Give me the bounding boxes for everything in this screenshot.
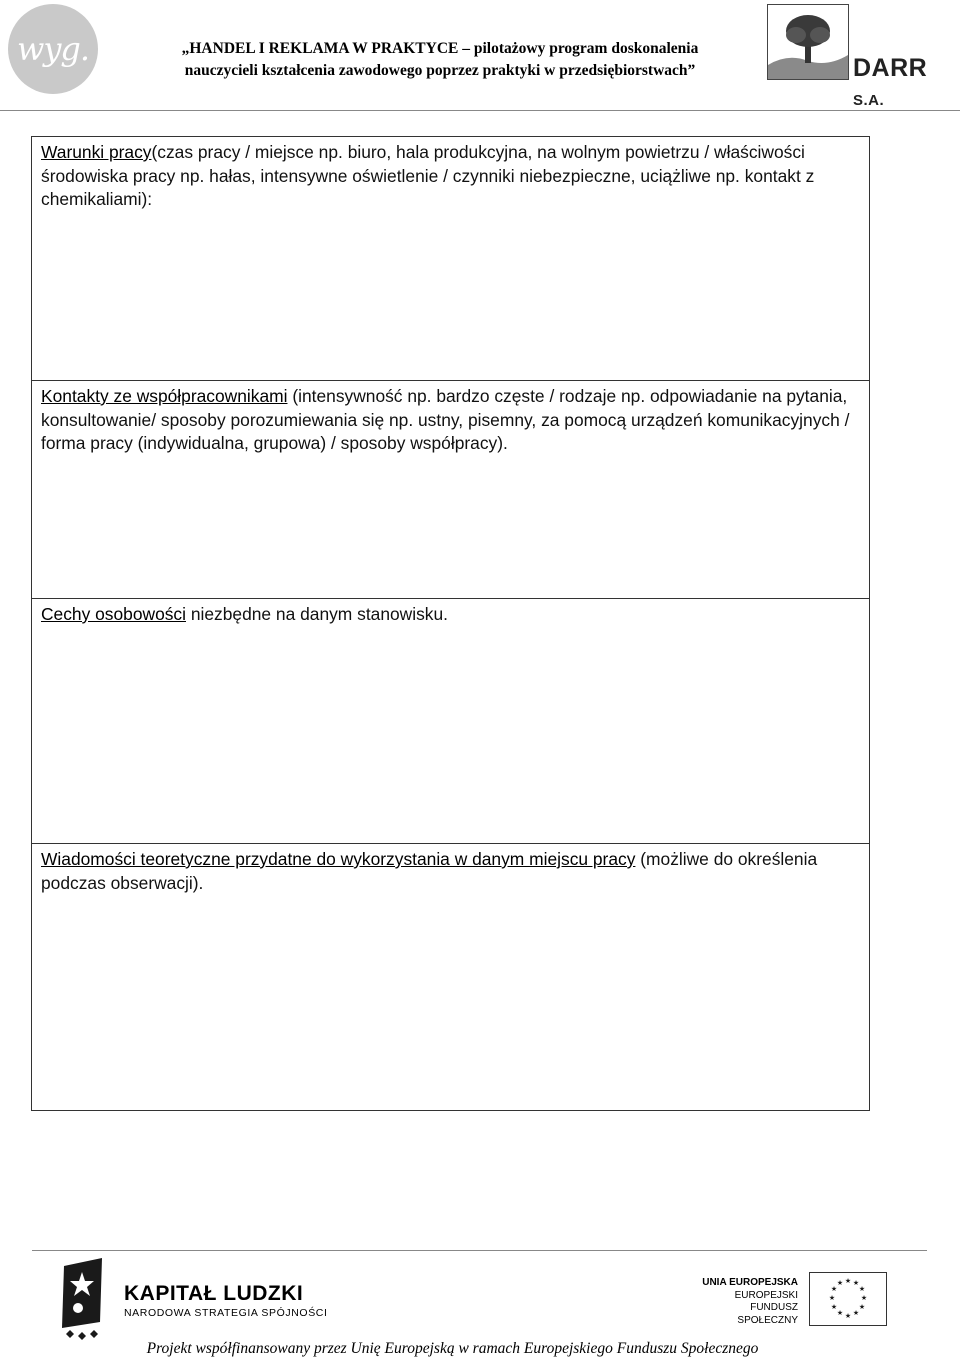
svg-text:★: ★	[828, 1294, 836, 1302]
darr-tree-logo	[767, 4, 849, 80]
svg-text:★: ★	[844, 1277, 852, 1285]
svg-text:★: ★	[858, 1285, 866, 1293]
darr-logo-suffix: S.A.	[853, 92, 885, 109]
section-label: Cechy osobowości	[41, 604, 186, 624]
section-label: Kontakty ze współpracownikami	[41, 386, 288, 406]
kapital-ludzki-subtitle: NARODOWA STRATEGIA SPÓJNOŚCI	[124, 1307, 328, 1319]
section-description: (czas pracy / miejsce np. biuro, hala produkcyjna, na wolnym powietrzu / właściwości środowiska pracy np. hałas, intensywne oświetlenie / czynniki niebezpieczne, uciążliwe np. kontakt z chemikaliami):	[41, 142, 815, 209]
svg-text:★: ★	[836, 1279, 844, 1287]
observation-form	[31, 136, 870, 1111]
footer-divider	[32, 1250, 927, 1251]
page-header	[0, 0, 960, 112]
header-title	[120, 38, 760, 82]
darr-logo-text	[853, 54, 960, 112]
footer-cofinancing-note: Projekt współfinansowany przez Unię Europejską w ramach Europejskiego Funduszu Społecznego	[146, 1340, 759, 1357]
svg-text:★: ★	[858, 1303, 866, 1311]
eu-fund-label	[690, 1277, 798, 1327]
section-description: (intensywność np. bardzo częste / rodzaje np. odpowiadanie na pytania, konsultowanie/ sposoby porozumiewania się np. ustny, pisemny, za pomocą urządzeń komunikacyjnych / forma pracy (indywidualna, grupowa) / sposoby współpracy).	[41, 386, 850, 453]
svg-text:★: ★	[852, 1279, 860, 1287]
wyg-logo	[8, 4, 98, 94]
eu-flag-icon	[809, 1272, 887, 1326]
eu-line1: UNIA EUROPEJSKA	[702, 1277, 798, 1288]
section-coworker-contacts[interactable]	[32, 380, 869, 598]
wyg-logo-text: wyg.	[16, 30, 90, 68]
svg-text:★: ★	[830, 1303, 838, 1311]
header-title-line1: „HANDEL I REKLAMA W PRAKTYCE – pilotażowy program doskonalenia	[181, 40, 699, 57]
section-description: niezbędne na danym stanowisku.	[186, 604, 448, 624]
section-label: Wiadomości teoretyczne przydatne do wykorzystania w danym miejscu pracy	[41, 849, 636, 869]
header-divider	[0, 110, 960, 111]
section-description: (możliwe do określenia podczas obserwacji).	[41, 849, 818, 893]
kapital-ludzki-emblem-icon	[58, 1256, 106, 1340]
tree-icon	[768, 5, 848, 79]
svg-text:★: ★	[830, 1285, 838, 1293]
darr-logo-name: DARR	[853, 54, 928, 82]
eu-line3: FUNDUSZ SPOŁECZNY	[737, 1302, 798, 1326]
section-working-conditions[interactable]	[32, 137, 869, 380]
section-personality-traits[interactable]	[32, 598, 869, 843]
svg-text:★: ★	[860, 1294, 868, 1302]
eu-line2: EUROPEJSKI	[734, 1289, 798, 1301]
header-title-line2: nauczycieli kształcenia zawodowego poprzez praktyki w przedsiębiorstwach”	[184, 62, 696, 79]
section-label: Warunki pracy	[41, 142, 152, 162]
svg-text:★: ★	[844, 1312, 852, 1320]
section-theoretical-knowledge[interactable]	[32, 843, 869, 1110]
kapital-ludzki-title: KAPITAŁ LUDZKI	[124, 1282, 304, 1305]
svg-text:★: ★	[836, 1309, 844, 1317]
svg-text:★: ★	[852, 1309, 860, 1317]
